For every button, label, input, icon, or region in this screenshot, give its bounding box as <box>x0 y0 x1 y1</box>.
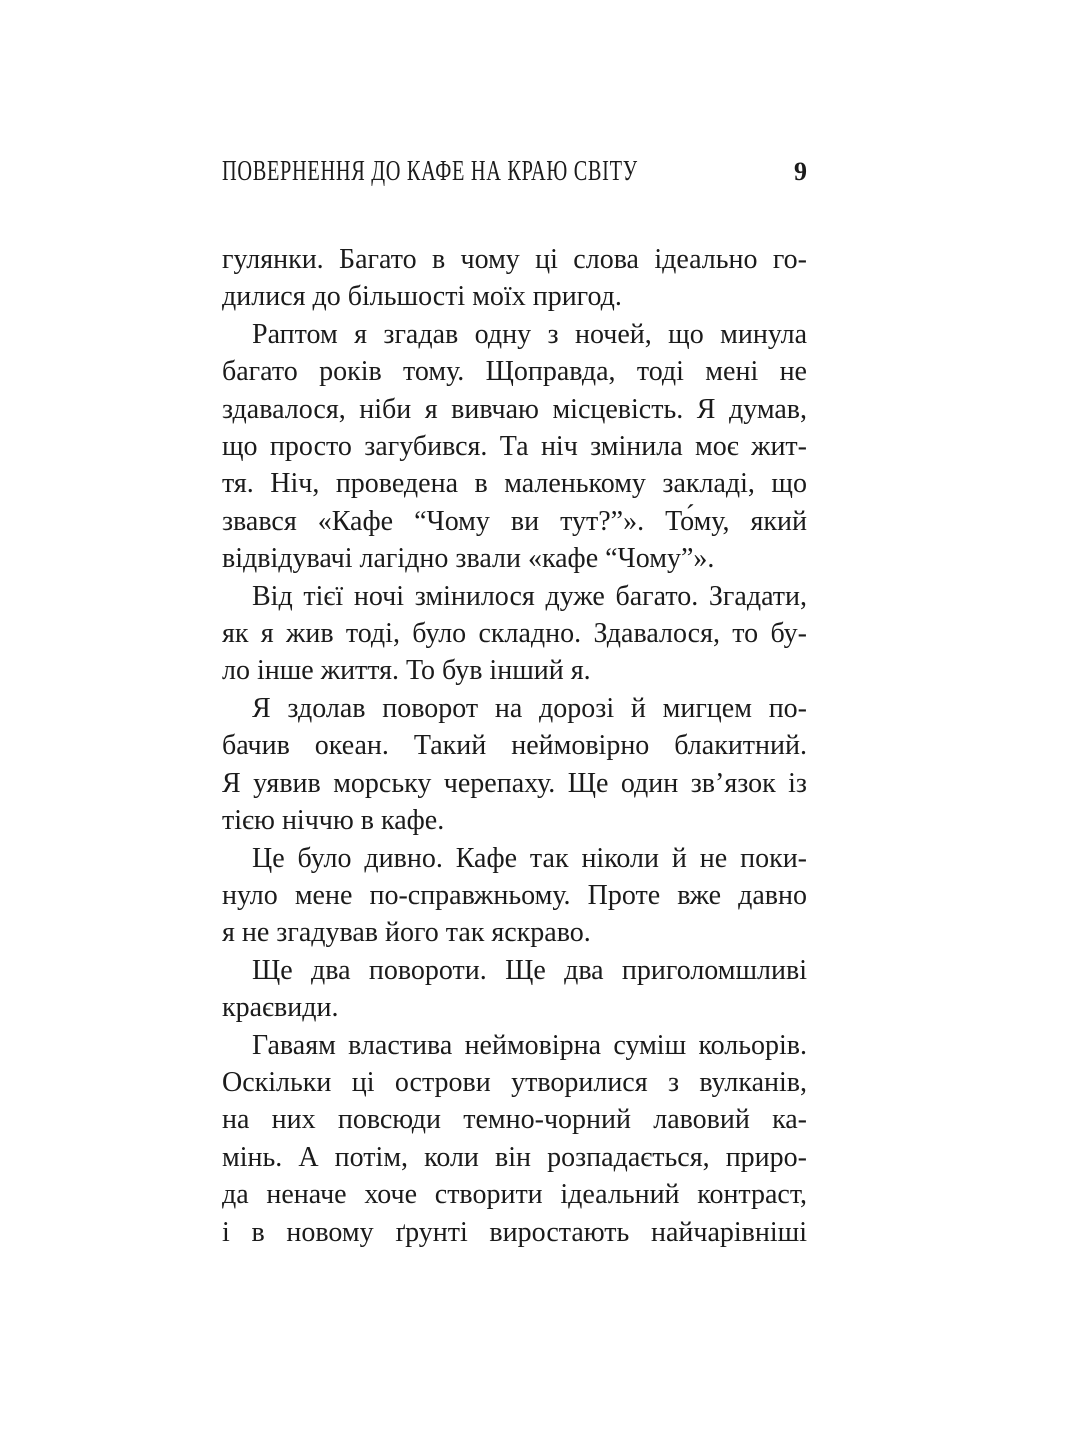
paragraph <box>222 1027 807 1251</box>
text-line: тією ніччю в кафе. <box>222 805 445 837</box>
text-line: дилися до більшості моїх пригод. <box>222 281 622 313</box>
text-line: гулянки. Багато в чому ці слова ідеально го- <box>222 244 807 275</box>
text-line: нуло мене по-справжньому. Проте вже давно <box>222 879 807 911</box>
text-line: Гаваям властива неймовірна суміш кольорів. <box>252 1029 807 1061</box>
text-line: да неначе хоче створити ідеальний контраст, <box>222 1179 807 1211</box>
text-line: і в новому ґрунті виростають найчарівніші <box>222 1216 807 1248</box>
paragraph <box>222 952 807 1027</box>
text-line: Я здолав поворот на дорозі й мигцем по- <box>252 692 807 724</box>
text-line: Раптом я згадав одну з ночей, що минула <box>252 318 807 350</box>
text-line: Я уявив морську черепаху. Ще один зв’язок із <box>222 767 807 799</box>
running-title: ПОВЕРНЕННЯ ДО КАФЕ НА КРАЮ СВІТУ <box>222 155 638 187</box>
text-line: Від тієї ночі змінилося дуже багато. Згадати, <box>252 580 807 612</box>
paragraph <box>222 578 807 690</box>
text-line: тя. Ніч, проведена в маленькому закладі, що <box>222 468 807 500</box>
paragraph <box>222 316 807 578</box>
text-line: бачив океан. Такий неймовірно блакитний. <box>222 730 807 762</box>
text-line: ло інше життя. То був інший я. <box>222 655 591 687</box>
text-line: багато років тому. Щоправда, тоді мені не <box>222 356 807 388</box>
paragraph <box>222 241 807 316</box>
text-line: на них повсюди темно-чорний лавовий ка- <box>222 1104 807 1136</box>
text-line: Ще два повороти. Ще два приголомшливі <box>252 954 807 986</box>
text-line: звався «Кафе “Чому ви тут?”». То́му, який <box>222 505 807 537</box>
text-line: Це було дивно. Кафе так ніколи й не поки- <box>252 842 807 874</box>
text-line: як я жив тоді, було складно. Здавалося, то бу- <box>222 618 807 650</box>
text-line: краєвиди. <box>222 992 339 1024</box>
text-line: Оскільки ці острови утворилися з вулканів, <box>222 1066 807 1098</box>
text-line: здавалося, ніби я вивчаю місцевість. Я думав, <box>222 393 807 425</box>
text-line: я не згадував його так яскраво. <box>222 917 591 949</box>
page-number: 9 <box>794 157 807 186</box>
running-header <box>222 155 807 187</box>
text-line: що просто загубився. Та ніч змінила моє жит- <box>222 431 807 463</box>
text-line: мінь. А потім, коли він розпадається, приро- <box>222 1141 807 1173</box>
text-line: відвідувачі лагідно звали «кафе “Чому”». <box>222 543 715 575</box>
paragraph <box>222 840 807 952</box>
body-text <box>222 241 807 1251</box>
paragraph <box>222 690 807 840</box>
